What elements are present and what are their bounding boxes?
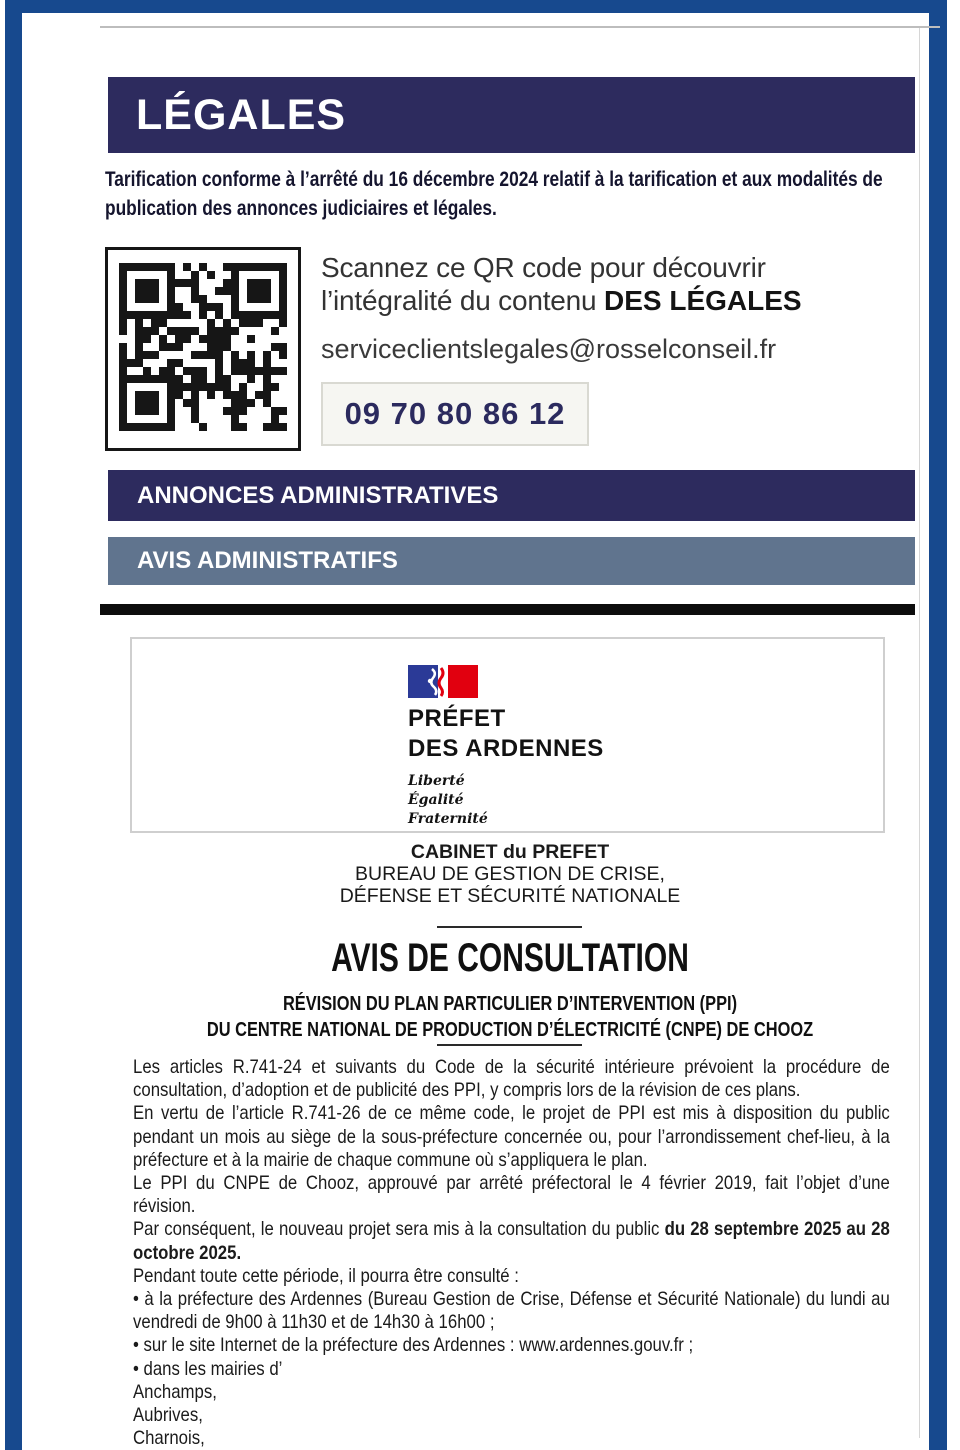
paragraph-revision: Le PPI du CNPE de Chooz, approuvé par arrêté préfectoral le 4 février 2019, fait l’objet d’une révision. (133, 1172, 890, 1218)
qr-caption (321, 251, 881, 317)
issuer-bureau: BUREAU DE GESTION DE CRISE, (355, 863, 665, 885)
motto-egalite: Égalité (408, 792, 464, 808)
paragraph-article-r74126: En vertu de l’article R.741-26 de ce même code, le projet de PPI est mis à disposition du public pendant un mois au siège de la sous-préfecture concernée ou, pour l’arrondissement chef-lieu, à la préfecture et à la mairie de chaque commune où s’appliquera le plan. (133, 1102, 890, 1171)
motto-liberte: Liberté (408, 773, 465, 789)
consultation-dates-text: Par conséquent, le nouveau projet sera mis à la consultation du public (133, 1218, 665, 1241)
prefecture-logo-box (130, 637, 885, 833)
qr-caption-line1: Scannez ce QR code pour découvrir (321, 252, 766, 283)
french-flag-marianne-icon (408, 665, 478, 699)
paragraph-period-intro: Pendant toute cette période, il pourra être consulté : (133, 1264, 519, 1287)
notice-title: AVIS DE CONSULTATION (331, 936, 689, 980)
section-bar-avis-administratifs: AVIS ADMINISTRATIFS (108, 537, 915, 585)
notice-subtitle-line2: DU CENTRE NATIONAL DE PRODUCTION D’ÉLECTRICITÉ (CNPE) DE CHOOZ (206, 1018, 814, 1041)
paragraph-legal-basis: Les articles R.741-24 et suivants du Code de la sécurité intérieure prévoient la procédure de consultation, d’adoption et de publicité des PPI, y compris lors de la révision de ces plans. (133, 1056, 890, 1102)
logo-line1: PRÉFET (408, 705, 506, 732)
paragraph-consultation-dates (133, 1218, 890, 1264)
prefet-des-ardennes-logo (408, 665, 604, 829)
logo-motto (408, 772, 604, 829)
commune-item: Charnois, (133, 1427, 205, 1450)
bullet-website: • sur le site Internet de la préfecture des Ardennes : www.ardennes.gouv.fr ; (133, 1334, 694, 1357)
issuer-block (105, 841, 915, 907)
column-rule-right (919, 28, 920, 1438)
notice-subtitle (105, 991, 915, 1043)
short-divider-1 (437, 926, 582, 928)
issuer-defense: DÉFENSE ET SÉCURITÉ NATIONALE (339, 885, 681, 907)
qr-code-icon (119, 263, 287, 436)
bullet-prefecture: • à la préfecture des Ardennes (Bureau Gestion de Crise, Défense et Sécurité Nationale) du lundi au vendredi de 9h00 à 11h30 et de 14h30 à 16h00 ; (133, 1288, 890, 1334)
contact-phone-number: 09 70 80 86 12 (344, 396, 566, 431)
qr-box (105, 247, 301, 451)
short-divider-2 (437, 1044, 582, 1046)
section-title-legales: LÉGALES (108, 77, 915, 153)
issuer-cabinet: CABINET du PREFET (410, 841, 610, 863)
motto-fraternite: Fraternité (408, 811, 488, 827)
notice-subtitle-line1: RÉVISION DU PLAN PARTICULIER D’INTERVENTION (PPI) (282, 992, 738, 1015)
tarification-notice: Tarification conforme à l’arrêté du 16 décembre 2024 relatif à la tarification et aux modalités de publication des annonces judiciaires et légales. (105, 168, 883, 220)
contact-email: serviceclientslegales@rosselconseil.fr (321, 334, 777, 364)
bullet-mairies: • dans les mairies d’ (133, 1357, 283, 1380)
thick-divider (100, 604, 915, 615)
notice-body (133, 1056, 890, 1450)
section-bar-annonces-administratives: ANNONCES ADMINISTRATIVES (108, 470, 915, 521)
page-frame-top (5, 0, 947, 13)
page-frame-left (5, 0, 22, 1450)
column-rule-top (100, 26, 940, 28)
qr-caption-bold: DES LÉGALES (603, 285, 802, 316)
qr-caption-line2: l’intégralité du contenu (321, 285, 604, 316)
logo-line2: DES ARDENNES (408, 735, 604, 762)
page-frame-right (929, 0, 947, 1450)
commune-item: Anchamps, (133, 1380, 217, 1403)
consultation-dates-bold: du 28 septembre 2025 au 28 octobre 2025. (133, 1218, 890, 1264)
contact-phone-box (321, 382, 589, 446)
commune-item: Aubrives, (133, 1404, 203, 1427)
